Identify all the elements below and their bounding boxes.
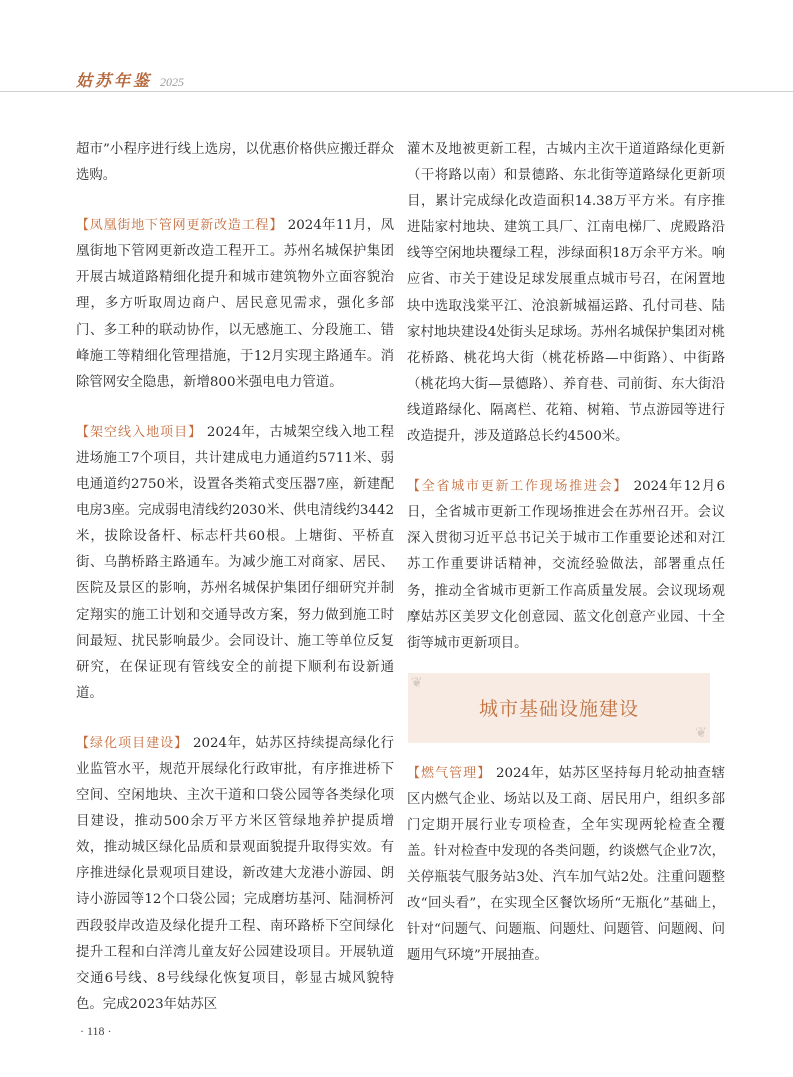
section-banner [408, 673, 710, 743]
entry-overhead-lines-underground [76, 420, 394, 707]
entry-text: 2024年，姑苏区坚持每月轮动抽查辖区内燃气企业、场站以及工商、居民用户，组织多部门定期开展行业专项检查，全年实现两轮检查全覆盖。针对检查中发现的各类问题，约谈燃气企业7次，关停瓶装气服务站3处、汽车加气站2处。注重问题整改“回头看”，在实现全区餐饮场所“无瓶化”基础上，针对“问题气、问题瓶、问题灶、问题管、问题阀、问题用气环境”开展抽查。 [407, 765, 725, 964]
entry-text: 2024年12月6日，全省城市更新工作现场推进会在苏州召开。会议深入贯彻习近平总书记关于城市工作重要论述和对江苏工作重要讲话精神，交流经验做法，部署重点任务，推动全省城市更新工作高质量发展。会议现场观摩姑苏区美罗文化创意园、蓝文化创意产业园、十全街等城市更新项目。 [407, 479, 725, 651]
entry-fenghuang-street-pipeline [76, 213, 394, 396]
entry-gas-management [407, 761, 725, 970]
paragraph-text: 灌木及地被更新工程，古城内主次干道道路绿化更新（干将路以南）和景德路、东北街等道路绿化更新项目，累计完成绿化改造面积14.38万平方米。有序推进陆家村地块、建筑工具厂、江南电梯厂、虎殿路沿线等空闲地块覆绿工程，涉绿面积18万余平方米。响应省、市关于建设足球发展重点城市号召，在闲置地块中选取浅棠平江、沧浪新城福运路、孔付司巷、陆家村地块建设4处街头足球场。苏州名城保护集团对桃花桥路、桃花坞大街（桃花桥路—中街路）、中街路（桃花坞大街—景德路）、养育巷、司前街、东大街沿线道路绿化、隔离栏、花箱、树箱、节点游园等进行改造提升，涉及道路总长约4500米。 [407, 142, 725, 445]
running-header [76, 73, 184, 91]
entry-text: 2024年，姑苏区持续提高绿化行业监管水平，规范开展绿化行政审批，有序推进桥下空间、空闲地块、主次干道和口袋公园等各类绿化项目建设，推动500余万平方米区管绿地养护提质增效，推动城区绿化品质和景观面貌提升取得实效。有序推进绿化景观项目建设，新改建大龙港小游园、朗诗小游园等12个口袋公园；完成磨坊基河、陆洞桥河西段驳岸改造及绿化提升工程、南环路桥下空间绿化提升工程和白洋湾儿童友好公园建设项目。开展轨道交通6号线、8号线绿化恢复项目，彰显古城风貌特色。完成2023年姑苏区 [76, 735, 394, 1012]
paragraph-gap [76, 707, 394, 731]
left-column [76, 137, 394, 1018]
continued-paragraph [407, 137, 725, 450]
continued-paragraph [76, 137, 394, 189]
right-column [407, 137, 725, 970]
section-title: 城市基础设施建设 [478, 698, 639, 721]
yearbook-year: 2025 [160, 75, 185, 89]
yearbook-title: 姑苏年鉴 [76, 71, 153, 90]
paragraph-gap [407, 450, 725, 474]
header-divider [0, 91, 793, 92]
entry-provincial-urban-renewal-meeting [407, 474, 725, 657]
entry-text: 2024年，古城架空线入地工程进场施工7个项目，共计建成电力通道约5711米、弱电通道约2750米，设置各类箱式变压器7座，新建配电房3座。完成弱电清线约2030米、供电清线约3442米，拔除设备杆、标志杆共60根。上塘街、平桥直街、乌鹊桥路主路通车。为减少施工对商家、居民、医院及景区的影响，苏州名城保护集团仔细研究并制定翔实的施工计划和交通导改方案，努力做到施工时间最短、扰民影响最少。会同设计、施工等单位反复研究，在保证现有管线安全的前提下顺利布设新通道。 [76, 424, 394, 701]
entry-keyword: 【燃气管理】 [407, 765, 492, 781]
paragraph-gap [76, 189, 394, 213]
paragraph-gap [76, 396, 394, 420]
entry-keyword: 【全省城市更新工作现场推进会】 [407, 479, 629, 495]
ornament-icon: ❦ [695, 724, 707, 741]
paragraph-text: 超市”小程序进行线上选房，以优惠价格供应搬迁群众选购。 [76, 142, 394, 184]
entry-greening-projects [76, 731, 394, 1018]
entry-keyword: 【架空线入地项目】 [76, 424, 203, 440]
entry-keyword: 【凤凰街地下管网更新改造工程】 [76, 218, 284, 234]
page-number: · 118 · [80, 1024, 112, 1038]
entry-text: 2024年11月，凤凰街地下管网更新改造工程开工。苏州名城保护集团开展古城道路精细化提升和城市建筑物外立面容貌治理，多方听取周边商户、居民意见需求，强化多部门、多工种的联动协作，以无感施工、分段施工、错峰施工等精细化管理措施，于12月实现主路通车。消除管网安全隐患，新增800米强电电力管道。 [76, 218, 394, 390]
ornament-icon: ❦ [411, 674, 423, 691]
entry-keyword: 【绿化项目建设】 [76, 735, 189, 751]
